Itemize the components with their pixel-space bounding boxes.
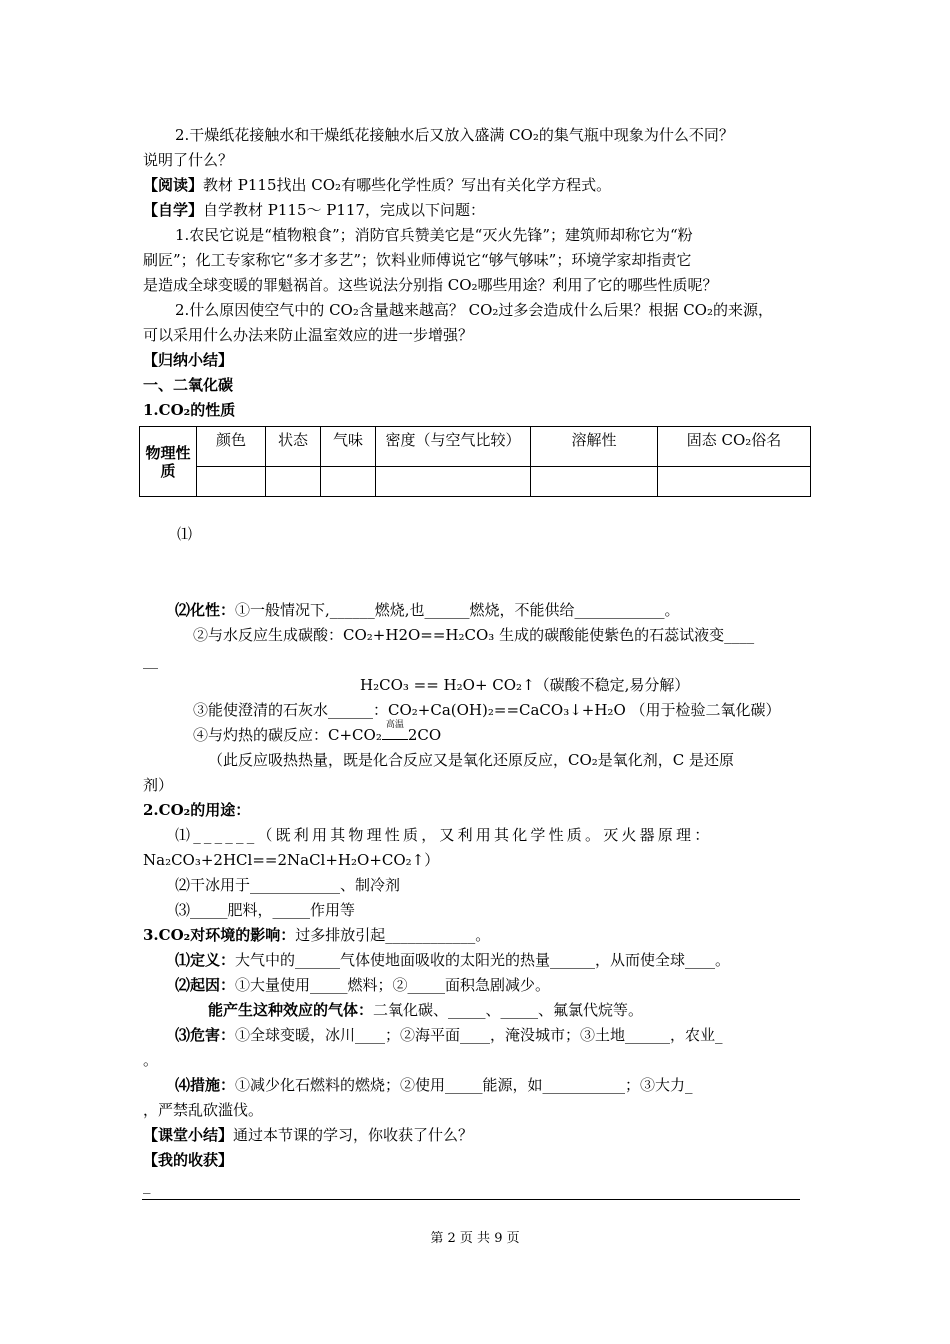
use-1-line1: ⑴______（既利用其物理性质，又利用其化学性质。灭火器原理： [175,826,713,844]
use-3: ⑶_____肥料，_____作用等 [175,901,356,919]
self-study-text: 自学教材 P115～ P117，完成以下问题： [203,201,485,219]
chemical-2: ②与水反应生成碳酸：CO₂+H2O==H₂CO₃ 生成的碳酸能使紫色的石蕊试液变____ [193,626,755,644]
header-odor: 气味 [321,427,376,467]
header-dry-ice-name: 固态 CO₂俗名 [658,427,811,467]
chemical-6-line2: 剂） [143,776,174,794]
chemical-1 [175,599,680,621]
reaction-condition [382,720,408,746]
self-q1-line2: 刷匠”；化工专家称它“多才多艺”；饮料业师傅说它“够气够味”；环境学家却指责它 [143,251,692,269]
self-study-tag: 【自学】 [143,201,204,219]
row-label: 物理性质 [140,427,197,497]
env-1-text: 大气中的______气体使地面吸收的太阳光的热量______，从而使全球____。 [235,951,731,969]
chemical-5-post: 2CO [407,726,442,744]
env-5 [175,1074,693,1096]
env-4-text: ①全球变暖，冰川____；②海平面____，淹没城市；③土地______，农业_ [235,1026,723,1044]
chemical-4: ③能使澄清的石灰水______：CO₂+Ca(OH)₂==CaCO₃↓+H₂O （用于检验二氧化碳） [193,701,781,719]
env-3-label: 能产生这种效应的气体： [208,1001,374,1019]
chemical-6-line1: （此反应吸热热量，既是化合反应又是氧化还原反应，CO₂是氧化剂，C 是还原 [208,751,735,769]
gain-blank-mark: _ [143,1176,151,1194]
env-4 [175,1024,723,1046]
reading-text: 教材 P115找出 CO₂有哪些化学性质？写出有关化学方程式。 [203,176,612,194]
section-3-text: 过多排放引起____________。 [295,926,491,944]
env-5-label: ⑷措施： [175,1076,236,1094]
class-summary-text: 通过本节课的学习，你收获了什么？ [233,1126,474,1144]
chemical-3: H₂CO₃ == H₂O+ CO₂↑（碳酸不稳定,易分解） [360,676,690,694]
page-footer: 第 2 页 共 9 页 [430,1231,520,1246]
env-5b: ，严禁乱砍滥伐。 [143,1101,264,1119]
section-3-heading: 3.CO₂对环境的影响： [143,926,296,944]
env-5-text: ①减少化石燃料的燃烧；②使用_____能源，如___________；③大力_ [235,1076,693,1094]
section-1-1-heading: 1.CO₂的性质 [143,401,236,419]
env-1-label: ⑴定义： [175,951,236,969]
section-3-line [143,924,490,946]
env-4b: 。 [143,1051,159,1069]
question-2-line2: 说明了什么？ [143,151,234,169]
env-4-label: ⑶危害： [175,1026,236,1044]
chemical-2b: __ [143,651,158,669]
env-2-text: ①大量使用_____燃料；②_____面积急剧减少。 [235,976,551,994]
env-2 [175,974,550,996]
physical-properties-table [139,426,811,497]
section-2-heading: 2.CO₂的用途： [143,801,251,819]
self-q1-line1: 1.农民它说是“植物粮食”；消防官兵赞美它是“灭火先锋”；建筑师却称它为“粉 [175,226,693,244]
cell-dry-ice-name[interactable] [658,467,811,497]
env-2-label: ⑵起因： [175,976,236,994]
chemical-1-text: ①一般情况下,______燃烧,也______燃烧，不能供给____________。 [235,601,680,619]
reading-line [143,174,611,196]
self-q1-line3: 是造成全球变暖的罪魁祸首。这些说法分别指 CO₂哪些用途？利用了它的哪些性质呢？ [143,276,718,294]
cell-color[interactable] [197,467,266,497]
question-2-line1: 2.干燥纸花接触水和干燥纸花接触水后又放入盛满 CO₂的集气瓶中现象为什么不同？ [175,126,734,144]
env-3-text: 二氧化碳、_____、_____、氟氯代烷等。 [373,1001,644,1019]
reading-tag: 【阅读】 [143,176,204,194]
header-density: 密度（与空气比较） [376,427,531,467]
class-summary-line [143,1124,473,1146]
class-summary-tag: 【课堂小结】 [143,1126,234,1144]
chemical-5 [193,720,442,746]
cell-solubility[interactable] [531,467,658,497]
summary-heading: 【归纳小结】 [143,351,234,369]
condition-label: 高温 [385,720,404,730]
env-3 [208,999,643,1021]
self-study-line [143,199,485,221]
footer-rule [142,1199,800,1200]
use-1-line2: Na₂CO₃+2HCl==2NaCl+H₂O+CO₂↑） [143,851,440,869]
cell-odor[interactable] [321,467,376,497]
item-1-marker: ⑴ [177,525,193,543]
cell-density[interactable] [376,467,531,497]
header-state: 状态 [266,427,321,467]
self-q2-line1: 2.什么原因使空气中的 CO₂含量越来越高？ CO₂过多会造成什么后果？根据 CO₂的来源， [175,301,773,319]
chemical-5-pre: ④与灼热的碳反应：C+CO₂ [193,726,382,744]
header-color: 颜色 [197,427,266,467]
chemical-label: ⑵化性： [175,601,236,619]
my-gain-heading: 【我的收获】 [143,1151,234,1169]
self-q2-line2: 可以采用什么办法来防止温室效应的进一步增强？ [143,326,474,344]
section-1-heading: 一、二氧化碳 [143,376,234,394]
header-solubility: 溶解性 [531,427,658,467]
cell-state[interactable] [266,467,321,497]
env-1 [175,949,730,971]
use-2: ⑵干冰用于____________、制冷剂 [175,876,401,894]
